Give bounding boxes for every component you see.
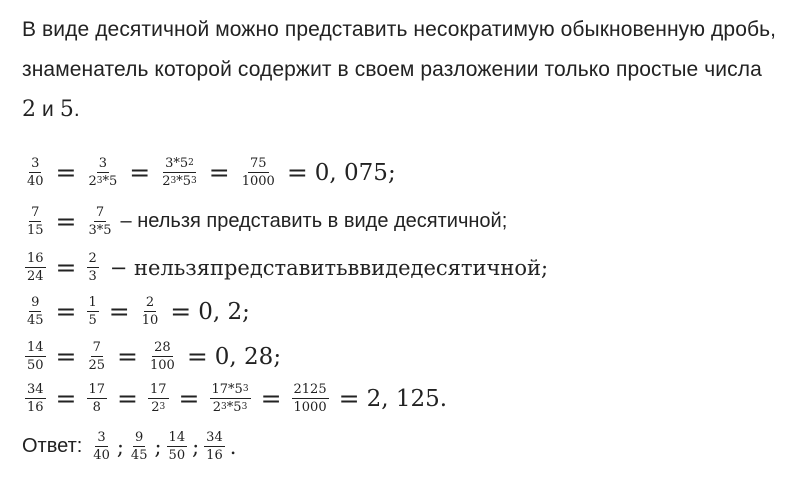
equation-row-6 — [22, 382, 447, 415]
denominator: 5 — [88, 313, 97, 328]
separator: ; — [192, 434, 200, 459]
numerator: 7 — [95, 205, 105, 220]
equation-row-1 — [22, 156, 396, 189]
numerator: 2125 — [293, 382, 327, 397]
equals-sign: = — [260, 384, 282, 413]
fraction — [147, 340, 178, 373]
intro-line-1: В виде десятичной можно представить несократимую обыкновенную дробь, — [22, 18, 777, 41]
numerator: 3 — [31, 156, 40, 171]
period: . — [439, 385, 448, 412]
denominator: 1000 — [293, 400, 327, 415]
fraction — [24, 382, 47, 415]
fraction — [24, 295, 47, 328]
equals-sign: = — [117, 384, 138, 413]
semicolon: ; — [273, 343, 282, 370]
denominator: 16 — [206, 448, 223, 463]
equation-row-3 — [22, 251, 548, 284]
equation-row-5 — [22, 340, 281, 373]
fraction — [24, 205, 47, 238]
numerator: 7 — [92, 340, 101, 355]
denominator: 16 — [27, 400, 44, 415]
fraction — [86, 156, 121, 189]
equals-sign: = — [55, 158, 77, 187]
fraction — [86, 251, 100, 284]
fraction — [239, 156, 278, 189]
explanation-text: – нельзя представить в виде десятичной; — [120, 210, 508, 232]
decimal-result: 0, 075 — [314, 159, 388, 186]
answer-fraction — [128, 430, 151, 463]
fraction — [86, 205, 115, 238]
equals-sign: = — [170, 297, 192, 326]
fraction — [159, 156, 200, 189]
denominator: $2^3$ — [151, 400, 166, 415]
decimal-result: 2, 125 — [366, 385, 440, 412]
fraction — [24, 156, 47, 189]
numerator: 14 — [27, 340, 44, 355]
denominator: 24 — [27, 269, 44, 284]
intro-text — [22, 10, 792, 130]
equals-sign: = — [338, 384, 360, 413]
period: . — [229, 434, 237, 459]
denominator: 3 — [88, 269, 97, 284]
numerator: 17 — [150, 382, 167, 397]
answer-fraction — [166, 430, 189, 463]
fraction — [291, 382, 330, 415]
denominator: 10 — [141, 313, 159, 328]
numerator: 75 — [250, 156, 267, 171]
fraction — [86, 295, 100, 328]
denominator: 45 — [130, 448, 148, 463]
equals-sign: = — [186, 342, 208, 371]
intro-line-3 — [22, 90, 792, 130]
decimal-result: 0, 2 — [198, 298, 243, 325]
equals-sign: = — [55, 253, 77, 282]
numerator: 1 — [88, 295, 97, 310]
numerator: 2 — [88, 251, 97, 266]
equals-sign: = — [178, 384, 200, 413]
denominator: 100 — [150, 358, 175, 373]
and-word: и — [36, 98, 60, 121]
equals-sign: = — [117, 342, 138, 371]
numerator: 9 — [135, 430, 144, 445]
numerator: 9 — [31, 295, 40, 310]
equals-sign: = — [208, 158, 230, 187]
numerator: 2 — [145, 295, 155, 310]
denominator: $2^3*5^3$ — [162, 174, 197, 189]
equation-row-2 — [22, 205, 507, 238]
numerator: 14 — [168, 430, 186, 445]
fraction — [209, 382, 252, 415]
equals-sign: = — [108, 297, 130, 326]
fraction — [147, 382, 170, 415]
numerator: 3 — [97, 430, 106, 445]
denominator: 25 — [88, 358, 106, 373]
equals-sign: = — [55, 297, 77, 326]
numerator: 7 — [31, 205, 40, 220]
numerator: 3 — [98, 156, 108, 171]
fraction — [24, 251, 47, 284]
number-five: 5 — [59, 97, 74, 122]
denominator: $2^3*5$ — [88, 174, 118, 189]
answer-fraction — [203, 430, 226, 463]
equals-sign: = — [129, 158, 151, 187]
number-two: 2 — [22, 97, 37, 122]
denominator: 50 — [168, 448, 186, 463]
semicolon: ; — [387, 159, 396, 186]
equation-row-4 — [22, 295, 250, 328]
denominator: 40 — [27, 174, 44, 189]
fraction — [86, 340, 109, 373]
fraction — [86, 382, 109, 415]
fraction — [24, 340, 47, 373]
denominator: 3*5 — [88, 223, 112, 238]
decimal-result: 0, 28 — [214, 343, 274, 370]
separator: ; — [116, 434, 124, 459]
period: . — [73, 98, 80, 121]
fraction — [139, 295, 162, 328]
answer-label: Ответ: — [22, 435, 83, 457]
semicolon: ; — [242, 298, 250, 325]
numerator: 16 — [27, 251, 44, 266]
denominator: 15 — [27, 223, 44, 238]
equals-sign: = — [55, 342, 77, 371]
equals-sign: = — [55, 207, 77, 236]
numerator: $3*5^2$ — [165, 156, 194, 171]
answer-fraction — [90, 430, 113, 463]
denominator: 1000 — [241, 174, 275, 189]
denominator: 45 — [27, 313, 44, 328]
answer-row — [22, 430, 238, 463]
denominator: $2^3*5^3$ — [212, 400, 248, 415]
denominator: 50 — [27, 358, 44, 373]
equals-sign: = — [55, 384, 77, 413]
numerator: 34 — [206, 430, 223, 445]
numerator: 28 — [154, 340, 171, 355]
numerator: 17 — [88, 382, 106, 397]
explanation-text: − нельзяпредставитьввидедесятичной; — [109, 255, 549, 280]
separator: ; — [154, 434, 162, 459]
numerator: 34 — [27, 382, 44, 397]
intro-line-2: знаменатель которой содержит в своем разложении только простые числа — [22, 58, 762, 81]
numerator: $17*5^3$ — [211, 382, 249, 397]
denominator: 8 — [92, 400, 101, 415]
denominator: 40 — [93, 448, 110, 463]
equals-sign: = — [286, 158, 308, 187]
